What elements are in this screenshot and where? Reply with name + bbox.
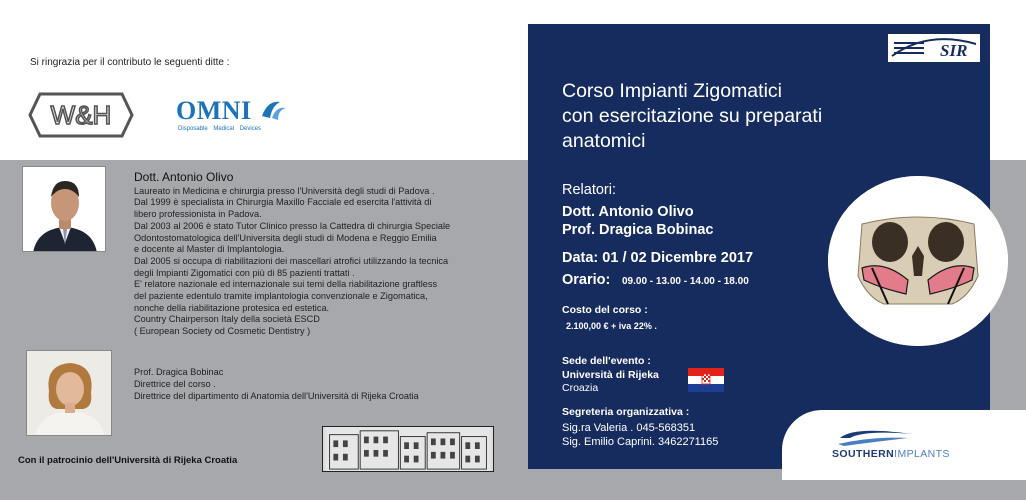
bio-line: degli Impianti Zigomatici con più di 85 pazienti trattati . bbox=[134, 267, 355, 278]
southern-s-icon bbox=[834, 428, 914, 448]
course-title-line: Corso Impianti Zigomatici bbox=[562, 80, 782, 102]
bio-line: Direttrice del corso . bbox=[134, 379, 216, 389]
bio-line: e docente al Master di Implantologia. bbox=[134, 244, 285, 255]
bio-line: Dal 2003 al 2006 è stato Tutor Clinico presso la Cattedra di chirurgia Speciale bbox=[134, 220, 451, 231]
relatori-label: Relatori: bbox=[562, 182, 616, 198]
speaker2-photo bbox=[26, 350, 112, 436]
bio-line: Odontostomatologica dell'Universita degli studi di Modena e Reggio Emilia bbox=[134, 232, 437, 243]
university-building-image bbox=[322, 426, 494, 472]
cost-label: Costo del corso : bbox=[562, 304, 648, 316]
bio-line: Dal 2005 si occupa di riabilitazioni dei mascellari atrofici utilizzando la tecnica bbox=[134, 255, 449, 266]
bio-line: ( European Society od Cosmetic Dentistry ) bbox=[134, 326, 311, 337]
course-title-line: con esercitazione su preparati bbox=[562, 105, 823, 127]
venue-label: Sede dell'evento : bbox=[562, 355, 651, 367]
speaker2-name: Prof. Dragica Bobinac bbox=[134, 367, 224, 377]
bio-line: Direttrice del dipartimento di Anatomia dell'Università di Rijeka Croatia bbox=[134, 391, 419, 401]
bio-line: del paziente edentulo tramite implantologia convenzionale e Zigomatica, bbox=[134, 291, 428, 302]
southern-text-part2: IMPLANTS bbox=[894, 448, 950, 460]
sir-logo-text: SIR bbox=[940, 41, 968, 60]
speaker1-name-panel: Dott. Antonio Olivo bbox=[562, 204, 694, 220]
course-date: Data: 01 / 02 Dicembre 2017 bbox=[562, 250, 754, 266]
omni-logo bbox=[176, 96, 292, 136]
speaker1-photo bbox=[22, 166, 106, 252]
speaker2-name-panel: Prof. Dragica Bobinac bbox=[562, 222, 714, 238]
orario-label: Orario: bbox=[562, 272, 611, 288]
course-title bbox=[562, 79, 942, 154]
speaker2-bio bbox=[134, 366, 514, 402]
croatia-flag-icon bbox=[688, 368, 724, 392]
sponsors-thanks-text: Si ringrazia per il contributo le seguenti ditte : bbox=[30, 57, 230, 68]
southern-implants-text bbox=[832, 448, 950, 460]
omni-logo-subtitle: Disposable Medical Devices bbox=[178, 126, 262, 132]
bio-line: E' relatore nazionale ed internazionale sui temi della riabilitazione graftless bbox=[134, 279, 438, 290]
secretariat-contact-1: Sig.ra Valeria . 045-568351 bbox=[562, 422, 696, 434]
secretariat-label: Segreteria organizzativa : bbox=[562, 406, 690, 418]
patronage-text: Con il patrocinio dell'Università di Rijeka Croatia bbox=[18, 455, 238, 466]
orario-value: 09.00 - 13.00 - 14.00 - 18.00 bbox=[622, 276, 749, 287]
bio-line: Laureato in Medicina e chirurgia presso l'Università degli studi di Padova . bbox=[134, 185, 435, 196]
venue-country: Croazia bbox=[562, 382, 599, 394]
southern-text-part1: SOUTHERN bbox=[832, 448, 895, 460]
secretariat-contact-2: Sig. Emilio Caprini. 3462271165 bbox=[562, 436, 719, 448]
wh-logo-text: W&H bbox=[50, 100, 112, 130]
speaker1-name: Dott. Antonio Olivo bbox=[134, 170, 234, 184]
sir-logo bbox=[888, 34, 980, 62]
omni-logo-text: OMNI bbox=[176, 96, 252, 125]
course-title-line: anatomici bbox=[562, 130, 646, 152]
omni-wave-icon bbox=[260, 96, 288, 124]
bio-line: Country Chairperson Italy della società ESCD bbox=[134, 314, 320, 325]
wh-logo bbox=[28, 92, 134, 138]
speaker1-bio bbox=[134, 172, 514, 338]
cost-value: 2.100,00 € + iva 22% . bbox=[566, 321, 657, 331]
bio-line: libero professionista in Padova. bbox=[134, 209, 262, 220]
bio-line: Dal 1999 è specialista in Chirurgia Maxillo Facciale ed esercita l'attività di bbox=[134, 197, 432, 208]
bio-line: nonche della riabilitazione protesica ed estetica. bbox=[134, 302, 330, 313]
venue-university: Università di Rijeka bbox=[562, 369, 659, 381]
skull-illustration bbox=[828, 176, 1008, 346]
southern-implants-logo bbox=[832, 428, 996, 462]
